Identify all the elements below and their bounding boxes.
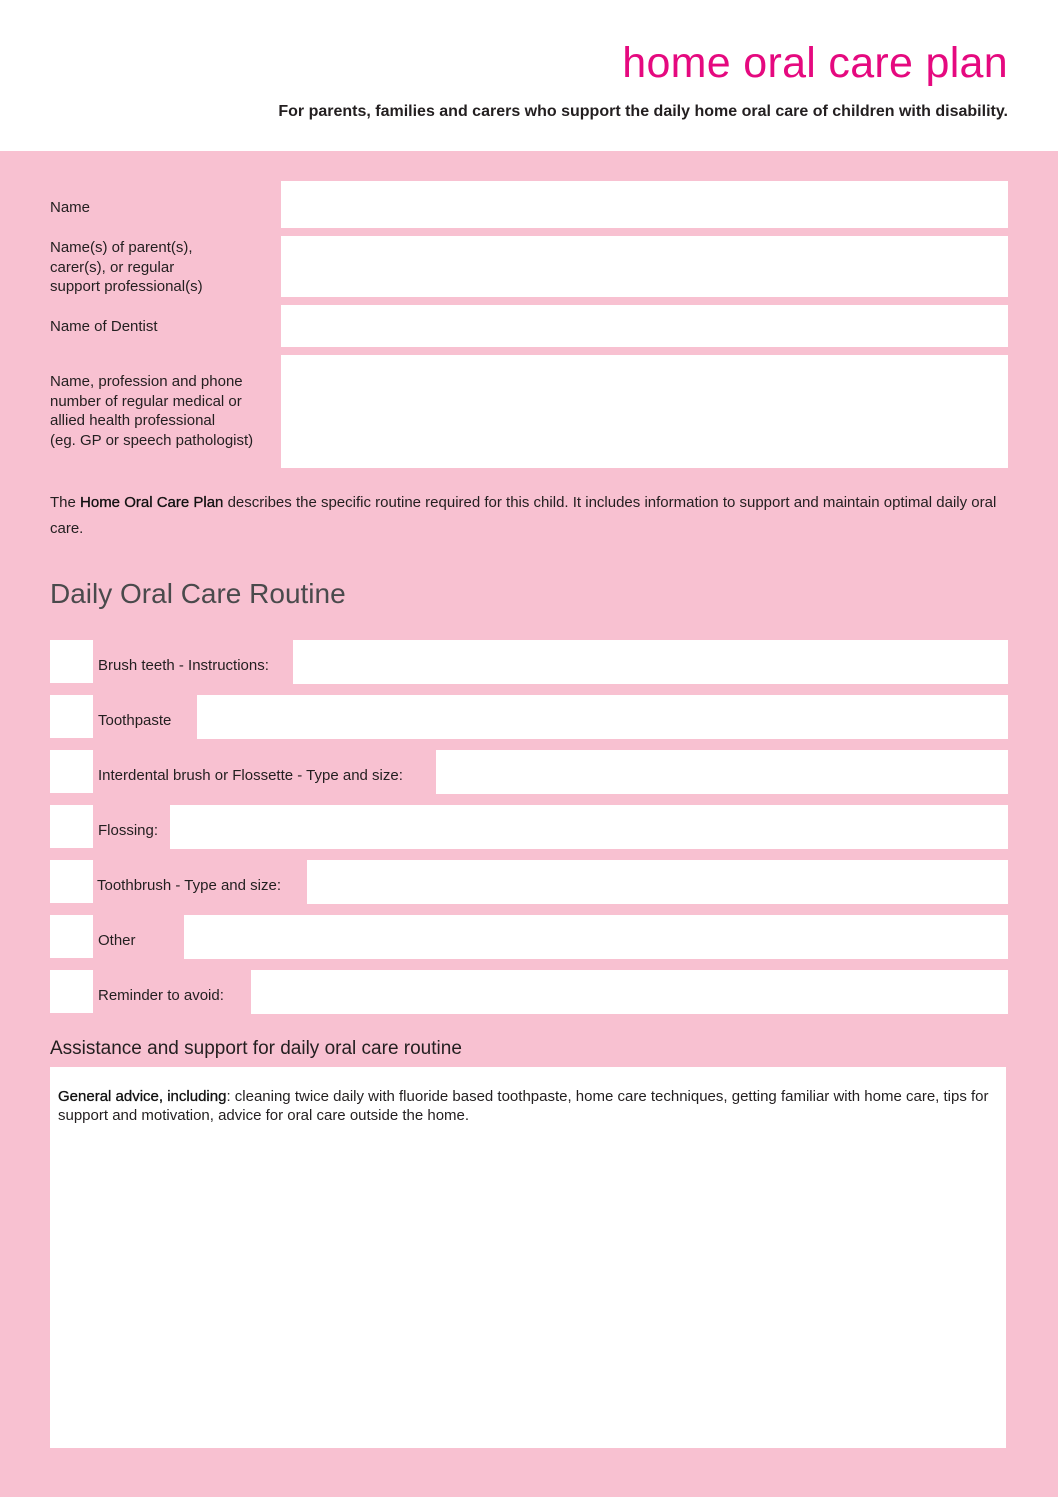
reminder-label: Reminder to avoid: bbox=[98, 987, 224, 1004]
brush-teeth-checkbox[interactable] bbox=[50, 640, 93, 683]
general-advice-text bbox=[58, 1087, 1000, 1125]
toothbrush-field[interactable] bbox=[307, 860, 1008, 904]
flossing-field[interactable] bbox=[170, 805, 1008, 849]
page-title: home oral care plan bbox=[622, 39, 1008, 87]
parents-label bbox=[50, 238, 203, 297]
general-advice-bold: General advice, including bbox=[58, 1088, 227, 1105]
general-advice-body: : cleaning twice daily with fluoride based toothpaste, home care techniques, getting familiar with home care, tips for support and motivation, advice for oral care outside the home. bbox=[58, 1088, 989, 1124]
page-subtitle: For parents, families and carers who support the daily home oral care of children with disability. bbox=[278, 103, 1008, 120]
intro-paragraph bbox=[50, 490, 1010, 542]
interdental-field[interactable] bbox=[436, 750, 1008, 794]
dentist-label: Name of Dentist bbox=[50, 318, 158, 335]
name-field[interactable] bbox=[281, 181, 1008, 228]
health-professional-field[interactable] bbox=[281, 355, 1008, 468]
intro-rest: describes the specific routine required for this child. It includes information to support and maintain optimal daily oral care. bbox=[50, 494, 997, 537]
toothpaste-field[interactable] bbox=[197, 695, 1008, 739]
intro-prefix: The bbox=[50, 494, 81, 511]
other-field[interactable] bbox=[184, 915, 1008, 959]
toothbrush-checkbox[interactable] bbox=[50, 860, 93, 903]
health-label-line-3: allied health professional bbox=[50, 412, 216, 429]
flossing-checkbox[interactable] bbox=[50, 805, 93, 848]
intro-bold: Home Oral Care Plan bbox=[80, 494, 224, 511]
parents-label-line-3: support professional(s) bbox=[50, 278, 203, 295]
health-label-line-2: number of regular medical or bbox=[50, 392, 242, 410]
brush-teeth-field[interactable] bbox=[293, 640, 1008, 684]
reminder-checkbox[interactable] bbox=[50, 970, 93, 1013]
assistance-heading: Assistance and support for daily oral care routine bbox=[50, 1038, 462, 1059]
header bbox=[0, 0, 1058, 151]
interdental-label: Interdental brush or Flossette - Type and size: bbox=[98, 767, 403, 784]
other-label: Other bbox=[98, 932, 136, 949]
form-panel bbox=[0, 151, 1058, 1497]
parents-field[interactable] bbox=[281, 236, 1008, 297]
toothbrush-label: Toothbrush - Type and size: bbox=[97, 877, 281, 894]
routine-heading: Daily Oral Care Routine bbox=[50, 578, 346, 609]
other-checkbox[interactable] bbox=[50, 915, 93, 958]
brush-teeth-label: Brush teeth - Instructions: bbox=[98, 657, 269, 674]
health-professional-label bbox=[50, 372, 253, 450]
reminder-field[interactable] bbox=[251, 970, 1008, 1014]
assistance-notes-field[interactable] bbox=[50, 1067, 1006, 1448]
toothpaste-label: Toothpaste bbox=[98, 712, 172, 729]
flossing-label: Flossing: bbox=[98, 822, 159, 839]
toothpaste-checkbox[interactable] bbox=[50, 695, 93, 738]
dentist-field[interactable] bbox=[281, 305, 1008, 347]
parents-label-line-1: Name(s) of parent(s), bbox=[50, 239, 193, 256]
health-label-line-4: (eg. GP or speech pathologist) bbox=[50, 431, 254, 449]
interdental-checkbox[interactable] bbox=[50, 750, 93, 793]
name-label: Name bbox=[50, 199, 91, 216]
parents-label-line-2: carer(s), or regular bbox=[50, 258, 175, 276]
health-label-line-1: Name, profession and phone bbox=[50, 373, 243, 390]
